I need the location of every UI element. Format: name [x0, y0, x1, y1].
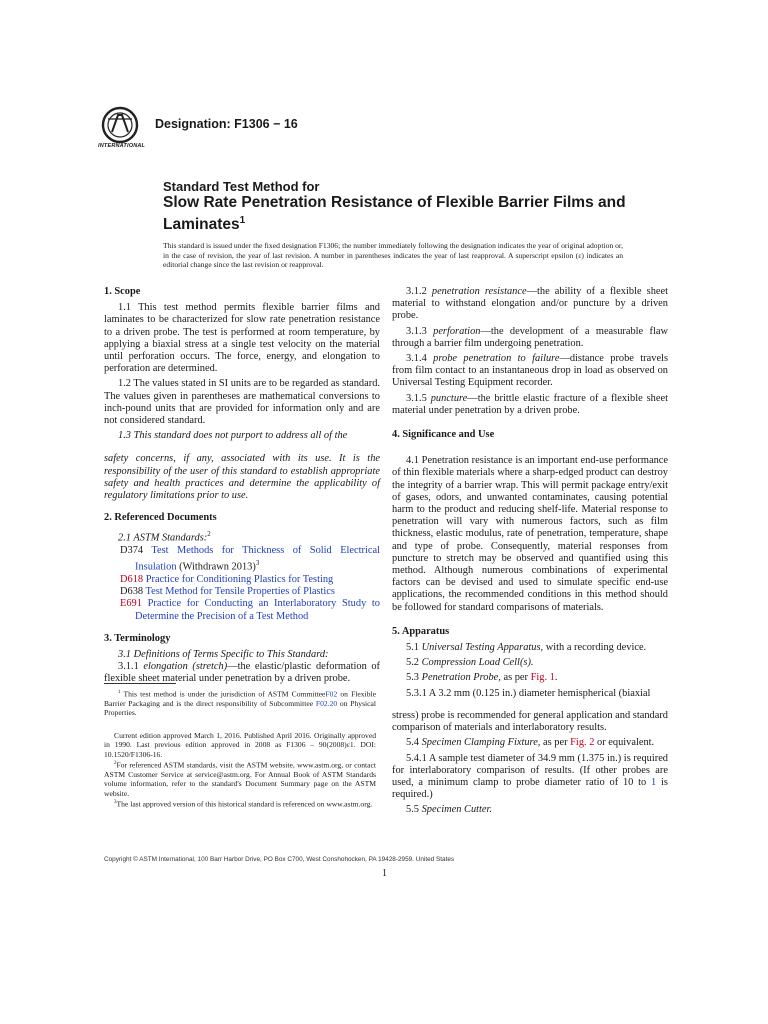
para-1-1: 1.1 This test method permits flexible barrier films and laminates to be characterized for slow rate penetration resistance to a driven probe. The test is performed at room temperature, by applying a biaxial stress at a single test velocity on the material until perforation occurs. The force, energy, and elongation to perforation are determined. [104, 302, 380, 375]
footnote-1-a: This test method is under the jurisdiction of ASTM Committee [123, 689, 326, 699]
copyright-footer: Copyright © ASTM International, 100 Barr Harbor Drive, PO Box C700, West Conshohocken, PA 19428-2959. United States [104, 856, 455, 863]
para-3-1-3-num: 3.1.3 [406, 325, 427, 337]
para-3-1-1-term: elongation (stretch) [143, 661, 228, 673]
ref-d638-link[interactable]: Test Method for Tensile Properties of Plastics [145, 586, 335, 598]
ref-d618 [120, 574, 380, 586]
para-5-2-num: 5.2 [406, 657, 419, 669]
section-4-heading: 4. Significance and Use [392, 429, 495, 441]
para-2-1 [104, 528, 380, 545]
para-5-5-term: Specimen Cutter. [421, 804, 493, 816]
ref-d374-link[interactable]: Test Methods for Thickness of Solid Electrical Insulation [135, 545, 380, 573]
para-5-4-rest1: as per [543, 737, 568, 749]
footnote-2: $^2$For referenced ASTM standards, visit the ASTM website, www.astm.org, or contact ASTM Customer Service at service@astm.org. For Annual Book of ASTM Standards volume information, refer to the standard's Document Summary page on the ASTM website. [104, 760, 376, 798]
para-5-3-rest: as per [503, 672, 529, 684]
para-3-1-4-term: probe penetration to failure [433, 353, 560, 365]
para-5-3-term: Penetration Probe, [421, 672, 501, 684]
footnote-3-text: The last approved version of this historical standard is referenced on www.astm.org. [116, 799, 373, 809]
para-3-1-1-def: —the elastic/plastic deformation of flexible sheet material under penetration by a driven probe. [104, 661, 380, 685]
ref-e691-code[interactable]: E691 [120, 598, 142, 610]
para-1-2: 1.2 The values stated in SI units are to be regarded as standard. The values given in parentheses are mathematical conversions to inch-pound units that are provided for information only and are not considered standard. [104, 378, 380, 427]
astm-logo [96, 105, 150, 153]
para-5-4-num: 5.4 [406, 737, 419, 749]
para-5-5 [392, 804, 668, 816]
para-5-4-rest2: or equivalent. [597, 737, 655, 749]
footnote-1-c: on Physical Properties. [104, 698, 376, 718]
footnote-3: $^3$The last approved version of this historical standard is referenced on www.astm.org. [114, 799, 373, 809]
ref-d374-note: (Withdrawn 2013) [179, 561, 256, 573]
para-5-4-1-link[interactable]: 1 [651, 776, 657, 788]
page-number: 1 [382, 868, 387, 879]
para-3-1-2 [392, 286, 668, 323]
title-text: Slow Rate Penetration Resistance of Flexible Barrier Films and Laminates [163, 194, 626, 234]
para-5-3-1a: 5.3.1 A 3.2 mm (0.125 in.) diameter hemispherical (biaxial [406, 687, 651, 699]
ref-d374 [120, 545, 380, 574]
document-title [163, 194, 643, 234]
para-5-4-1-tail: is required.) [392, 776, 668, 801]
para-3-1: 3.1 Definitions of Terms Specific to This Standard: [118, 649, 329, 661]
ref-d638 [120, 586, 380, 598]
para-5-3-1b: stress) probe is recommended for general application and standard comparison of materials and interlaboratory results. [392, 709, 668, 734]
ref-d374-code: D374 [120, 545, 144, 557]
footnote-1-lead: $^1$ This test method is under the jurisdiction of ASTM CommitteeF02 on Flexible Barrier Packaging and is the direct responsibility of Subcommittee F02.20 on Physical Properties. [104, 689, 376, 718]
footnotes [104, 688, 376, 809]
para-5-3: 5.3 Penetration Probe, as per Fig. 1. [406, 672, 558, 684]
ref-d618-link[interactable]: Practice for Conditioning Plastics for Testing [145, 574, 334, 585]
logo-subtext: INTERNATIONAL [98, 143, 146, 149]
footnote-1-b: on Flexible Barrier Packaging and is the direct responsibility of Subcommittee [104, 689, 376, 708]
para-1-3a: 1.3 This standard does not purport to address all of the [118, 430, 348, 442]
para-3-1-1-num: 3.1.1 [118, 661, 139, 673]
fig-2-link[interactable]: Fig. 2 [570, 737, 595, 749]
para-3-1-1 [104, 661, 380, 685]
section-2-heading: 2. Referenced Documents [104, 512, 217, 524]
ref-d618-code[interactable]: D618 [120, 574, 144, 585]
para-3-1-4-def: —distance probe travels from film contact to an instantaneous drop in load as observed on Universal Testing Equipment recorder. [392, 353, 668, 389]
section-1-heading: 1. Scope [104, 286, 141, 297]
ref-e691 [120, 598, 380, 622]
para-2-1-text: 2.1 ASTM Standards: [118, 532, 208, 544]
footnote-1-link-f0220[interactable]: F02.20 [315, 698, 338, 708]
left-column [104, 286, 380, 686]
para-5-1-num: 5.1 [406, 642, 419, 654]
para-3-1-2-term: penetration resistance [431, 286, 527, 297]
para-5-2-term: Compression Load Cell(s). [421, 657, 534, 669]
para-5-4-1 [392, 753, 668, 802]
footnote-rule [104, 683, 176, 684]
para-2-1-sup: 2 [207, 530, 211, 539]
fig-1-link[interactable]: Fig. 1 [530, 672, 555, 684]
ref-d638-code: D638 [120, 586, 144, 598]
footnote-1-link-f02[interactable]: F02 [325, 689, 338, 699]
para-3-1-2-num: 3.1.2 [406, 286, 427, 297]
para-3-1-3 [392, 326, 668, 350]
section-5-heading: 5. Apparatus [392, 625, 450, 637]
para-1-3b: safety concerns, if any, associated with its use. It is the responsibility of the user of this standard to establish appropriate safety and health practices and determine the applicability of regulatory limitations prior to use. [104, 453, 380, 502]
section-3-heading: 3. Terminology [104, 632, 171, 644]
para-5-5-num: 5.5 [406, 804, 419, 816]
para-5-4-term: Specimen Clamping Fixture, [421, 737, 541, 749]
para-5-1-rest: with a recording device. [545, 642, 647, 654]
para-3-1-5 [392, 393, 668, 417]
para-3-1-4 [392, 353, 668, 390]
ref-e691-link[interactable]: Practice for Conducting an Interlaboratory Study to Determine the Precision of a Test Method [135, 598, 380, 622]
para-5-3-num: 5.3 [406, 672, 419, 684]
para-3-1-3-term: perforation [433, 325, 481, 337]
footnote-2-text: For referenced ASTM standards, visit the ASTM website, www.astm.org, or contact ASTM Customer Service at service@astm.org. For Annual Book of ASTM Standards volume information, refer to the standard's Document Summary page on the ASTM website. [104, 760, 376, 798]
intro-note: This standard is issued under the fixed designation F1306; the number immediately following the designation indicates the year of original adoption or, in the case of revision, the year of last revision. A number in parentheses indicates the year of last reapproval. A superscript epsilon (ε) indicates an editorial change since the last revision or reapproval. [163, 241, 623, 270]
para-5-1 [392, 642, 668, 654]
para-5-2 [392, 657, 668, 669]
title-prefix: Standard Test Method for [163, 179, 320, 194]
para-5-4-1-text: 5.4.1 A sample test diameter of 34.9 mm (1.375 in.) is required for interlaboratory comparison of results. (If other probes are used, a minimum clamp to probe diameter ratio of 10 to [392, 752, 668, 788]
footnote-1-d: Current edition approved March 1, 2016. Published April 2016. Originally approved in 1990. Last previous edition approved in 2008 as F1306 – 90(2008)ε1. DOI: 10.1520/F1306-16. [104, 730, 376, 759]
title-footnote-mark: 1 [239, 215, 246, 226]
para-3-1-3-def: —the development of a measurable flaw through a barrier film undergoing penetration. [392, 325, 668, 349]
para-4-1: 4.1 Penetration resistance is an important end-use performance of thin flexible materials where a sharp-edged product can destroy the integrity of a barrier wrap. This will permit package entry/exit of gases, odors, and unwanted contaminates, causing potential harm to the product and reducing shelf-life. Material response to penetration will vary with numerous factors, such as film thickness, elastic modulus, rate of penetration, temperature, shape and type of probe. Consequently, material responses from puncture to stretch may be observed and quantified using this method. Although numerous combinations of experimental factors can be devised and used to simulate specific end-use applications, the recommended conditions in this method should be followed for standard comparisons of materials. [392, 455, 668, 613]
para-3-1-5-num: 3.1.5 [406, 392, 427, 404]
right-column [392, 286, 668, 817]
para-3-1-5-def: —the brittle elastic fracture of a flexible sheet material under penetration by a driven probe. [392, 392, 668, 416]
para-3-1-5-term: puncture [430, 392, 468, 404]
para-3-1-4-num: 3.1.4 [406, 353, 427, 365]
para-5-4 [392, 737, 668, 749]
designation: Designation: F1306 − 16 [155, 117, 298, 131]
para-5-1-term: Universal Testing Apparatus, [421, 642, 544, 654]
ref-d374-sup: 3 [255, 559, 260, 568]
para-3-1-2-def: —the ability of a flexible sheet material to withstand elongation and/or puncture by a driven probe. [392, 286, 668, 322]
